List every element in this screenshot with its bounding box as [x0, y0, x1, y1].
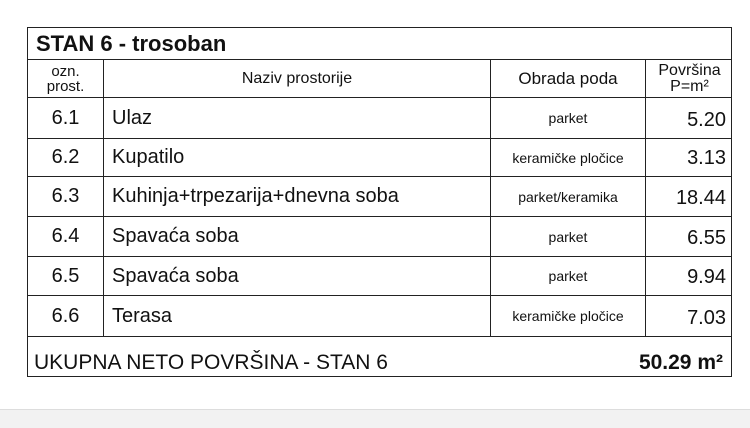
table-title: STAN 6 - trosoban — [28, 28, 731, 60]
header-floor: Obrada poda — [491, 60, 646, 97]
room-name: Spavaća soba — [104, 257, 491, 295]
table-row — [28, 296, 731, 337]
total-value: 50.29 m² — [638, 350, 723, 374]
room-floor: keramičke pločice — [491, 296, 646, 336]
room-floor: parket — [491, 217, 646, 256]
room-area: 5.20 — [687, 109, 726, 131]
header-area-line2: P=m² — [670, 77, 709, 95]
table-row — [28, 98, 731, 139]
room-area: 3.13 — [687, 147, 726, 169]
room-area: 9.94 — [687, 266, 726, 288]
room-name: Spavaća soba — [104, 217, 491, 256]
room-code: 6.5 — [28, 257, 104, 295]
header-code-line2: prost. — [46, 77, 85, 95]
header-name: Naziv prostorije — [104, 60, 491, 97]
total-label: UKUPNA NETO POVRŠINA - STAN 6 — [34, 350, 388, 374]
bottom-bar — [0, 409, 750, 428]
header-code-line1: ozn. — [51, 62, 80, 80]
room-name: Kupatilo — [104, 139, 491, 176]
table-row — [28, 177, 731, 217]
table-row — [28, 257, 731, 296]
table-row — [28, 217, 731, 257]
room-floor: parket/keramika — [491, 177, 646, 216]
room-code: 6.3 — [28, 177, 104, 216]
table-row — [28, 139, 731, 177]
room-code: 6.2 — [28, 139, 104, 176]
room-floor: parket — [491, 98, 646, 138]
header-area-line1: Površina — [658, 61, 721, 79]
room-code: 6.1 — [28, 98, 104, 138]
room-area: 18.44 — [675, 187, 726, 209]
header-code — [28, 60, 104, 97]
room-name: Kuhinja+trpezarija+dnevna soba — [104, 177, 491, 216]
room-floor: parket — [491, 257, 646, 295]
room-area: 6.55 — [687, 227, 726, 249]
total-row — [28, 347, 731, 378]
apartment-area-table — [27, 27, 732, 377]
room-code: 6.6 — [28, 296, 104, 336]
room-name: Terasa — [104, 296, 491, 336]
room-code: 6.4 — [28, 217, 104, 256]
header-row — [28, 60, 731, 98]
room-name: Ulaz — [104, 98, 491, 138]
header-area — [646, 60, 733, 97]
room-floor: keramičke pločice — [491, 139, 646, 176]
room-area: 7.03 — [687, 307, 726, 329]
